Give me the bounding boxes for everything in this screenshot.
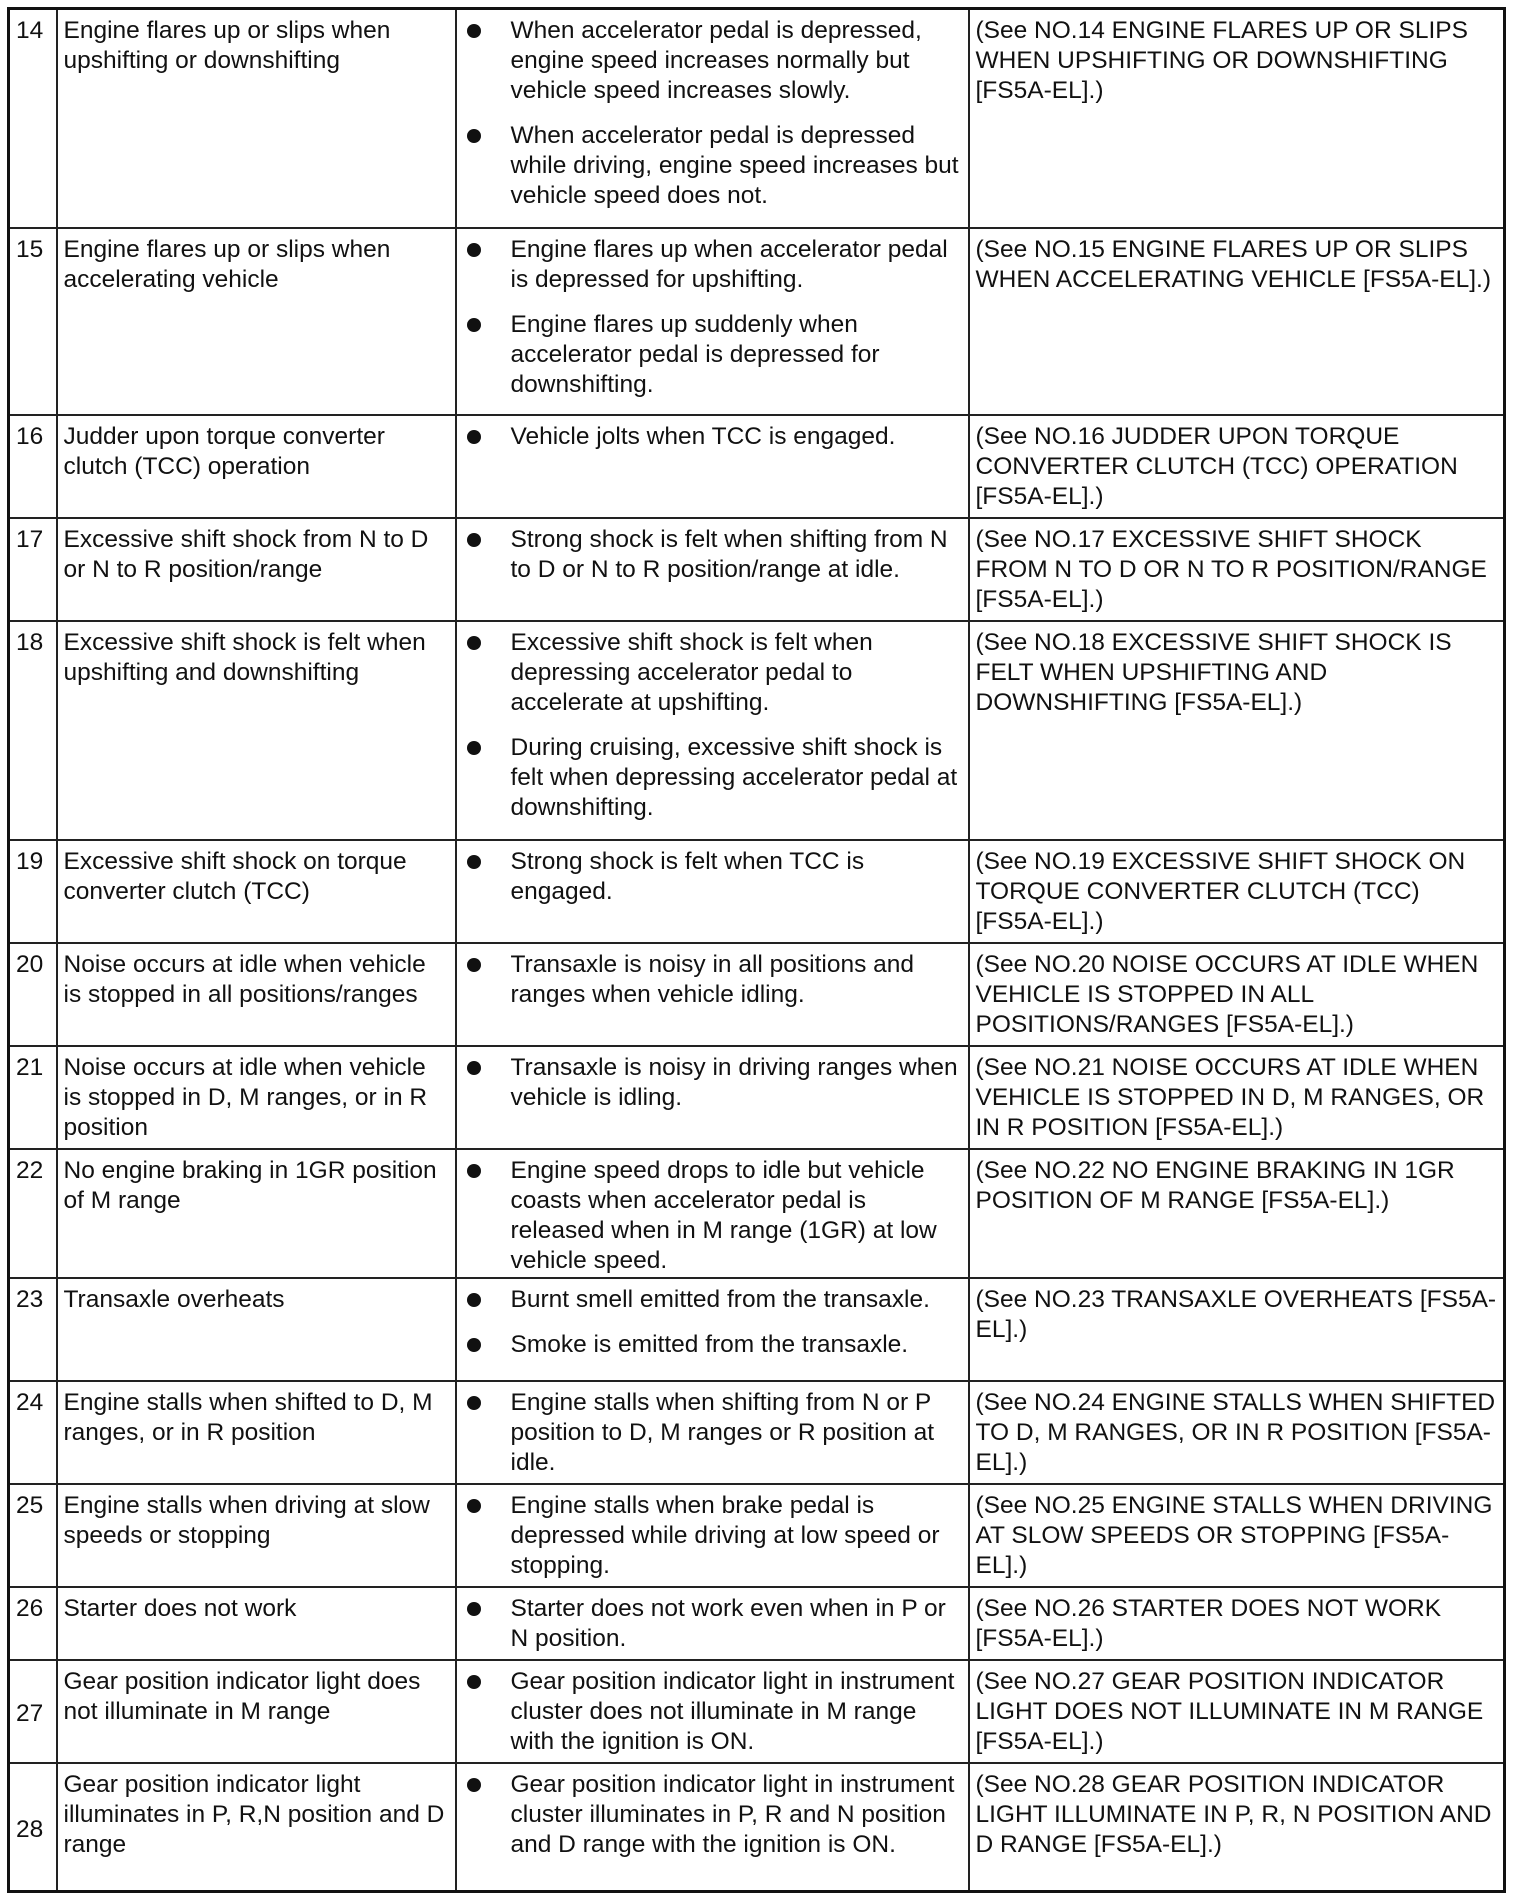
row-number: 20 — [9, 943, 57, 1046]
reference-link[interactable]: (See NO.19 EXCESSIVE SHIFT SHOCK ON TORQUE CONVERTER CLUTCH (TCC) [FS5A-EL].) — [969, 840, 1505, 943]
bullet-dot-icon — [467, 1602, 481, 1616]
table-row — [9, 228, 1505, 415]
row-number: 25 — [9, 1484, 57, 1587]
condition-item — [463, 1667, 962, 1757]
bullet-dot-icon — [467, 318, 481, 332]
row-number: 21 — [9, 1046, 57, 1149]
reference-link[interactable]: (See NO.25 ENGINE STALLS WHEN DRIVING AT SLOW SPEEDS OR STOPPING [FS5A-EL].) — [969, 1484, 1505, 1587]
reference-link[interactable]: (See NO.26 STARTER DOES NOT WORK [FS5A-EL].) — [969, 1587, 1505, 1660]
condition-cell — [456, 415, 969, 518]
symptom-cell: Excessive shift shock is felt when upshifting and downshifting — [57, 621, 456, 840]
symptom-cell: Engine flares up or slips when accelerating vehicle — [57, 228, 456, 415]
symptom-cell: Gear position indicator light does not illuminate in M range — [57, 1660, 456, 1763]
bullet-dot-icon — [467, 1293, 481, 1307]
symptom-cell: Engine stalls when shifted to D, M ranges, or in R position — [57, 1381, 456, 1484]
condition-text: Burnt smell emitted from the transaxle. — [510, 1285, 930, 1313]
bullet-dot-icon — [467, 430, 481, 444]
bullet-dot-icon — [467, 741, 481, 755]
condition-text: During cruising, excessive shift shock is felt when depressing accelerator pedal at downshifting. — [510, 733, 958, 821]
table-row — [9, 1149, 1505, 1278]
condition-item — [463, 847, 962, 907]
condition-cell — [456, 1660, 969, 1763]
reference-link[interactable]: (See NO.23 TRANSAXLE OVERHEATS [FS5A-EL].) — [969, 1278, 1505, 1381]
row-number: 19 — [9, 840, 57, 943]
bullet-dot-icon — [467, 636, 481, 650]
symptom-cell: No engine braking in 1GR position of M range — [57, 1149, 456, 1278]
row-number: 16 — [9, 415, 57, 518]
condition-text: Engine stalls when shifting from N or P position to D, M ranges or R position at idle. — [510, 1388, 935, 1476]
row-number: 17 — [9, 518, 57, 621]
condition-item — [463, 235, 962, 295]
condition-item — [463, 1330, 962, 1360]
reference-link[interactable]: (See NO.21 NOISE OCCURS AT IDLE WHEN VEHICLE IS STOPPED IN D, M RANGES, OR IN R POSITION [FS5A-EL].) — [969, 1046, 1505, 1149]
row-number: 15 — [9, 228, 57, 415]
symptom-cell: Engine stalls when driving at slow speeds or stopping — [57, 1484, 456, 1587]
symptom-cell: Gear position indicator light illuminates in P, R,N position and D range — [57, 1763, 456, 1892]
row-number: 28 — [9, 1763, 57, 1892]
symptom-cell: Noise occurs at idle when vehicle is stopped in all positions/ranges — [57, 943, 456, 1046]
condition-item — [463, 1491, 962, 1581]
condition-text: Gear position indicator light in instrument cluster illuminates in P, R and N position and D range with the ignition is ON. — [510, 1770, 955, 1858]
reference-link[interactable]: (See NO.18 EXCESSIVE SHIFT SHOCK IS FELT WHEN UPSHIFTING AND DOWNSHIFTING [FS5A-EL].) — [969, 621, 1505, 840]
bullet-dot-icon — [467, 243, 481, 257]
table-row — [9, 1046, 1505, 1149]
row-number: 27 — [9, 1660, 57, 1763]
bullet-dot-icon — [467, 1675, 481, 1689]
table-row — [9, 943, 1505, 1046]
condition-cell — [456, 518, 969, 621]
condition-text: Engine flares up when accelerator pedal is depressed for upshifting. — [510, 235, 948, 293]
condition-cell — [456, 1278, 969, 1381]
bullet-dot-icon — [467, 533, 481, 547]
table-row — [9, 1763, 1505, 1892]
condition-item — [463, 628, 962, 718]
condition-item — [463, 950, 962, 1010]
condition-text: Engine speed drops to idle but vehicle coasts when accelerator pedal is released when in M range (1GR) at low vehicle speed. — [510, 1156, 937, 1274]
condition-item — [463, 1156, 962, 1276]
condition-text: Starter does not work even when in P or N position. — [510, 1594, 946, 1652]
condition-cell — [456, 1587, 969, 1660]
condition-text: Transaxle is noisy in driving ranges when vehicle is idling. — [510, 1053, 958, 1111]
symptom-cell: Excessive shift shock from N to D or N to R position/range — [57, 518, 456, 621]
reference-link[interactable]: (See NO.16 JUDDER UPON TORQUE CONVERTER CLUTCH (TCC) OPERATION [FS5A-EL].) — [969, 415, 1505, 518]
bullet-dot-icon — [467, 1396, 481, 1410]
condition-cell — [456, 9, 969, 228]
condition-cell — [456, 1484, 969, 1587]
reference-link[interactable]: (See NO.17 EXCESSIVE SHIFT SHOCK FROM N TO D OR N TO R POSITION/RANGE [FS5A-EL].) — [969, 518, 1505, 621]
condition-item — [463, 1285, 962, 1315]
reference-link[interactable]: (See NO.22 NO ENGINE BRAKING IN 1GR POSITION OF M RANGE [FS5A-EL].) — [969, 1149, 1505, 1278]
symptom-cell: Excessive shift shock on torque converter clutch (TCC) — [57, 840, 456, 943]
reference-link[interactable]: (See NO.28 GEAR POSITION INDICATOR LIGHT ILLUMINATE IN P, R, N POSITION AND D RANGE [FS5A-EL].) — [969, 1763, 1505, 1892]
bullet-dot-icon — [467, 1338, 481, 1352]
table-row — [9, 9, 1505, 228]
symptom-cell: Judder upon torque converter clutch (TCC) operation — [57, 415, 456, 518]
table-row — [9, 1381, 1505, 1484]
table-row — [9, 1660, 1505, 1763]
row-number: 24 — [9, 1381, 57, 1484]
table-row — [9, 1587, 1505, 1660]
row-number: 14 — [9, 9, 57, 228]
bullet-dot-icon — [467, 958, 481, 972]
condition-cell — [456, 943, 969, 1046]
symptom-cell: Engine flares up or slips when upshifting or downshifting — [57, 9, 456, 228]
condition-item — [463, 16, 962, 106]
row-number: 26 — [9, 1587, 57, 1660]
condition-cell — [456, 1149, 969, 1278]
bullet-dot-icon — [467, 1061, 481, 1075]
troubleshooting-table-body — [9, 9, 1505, 1892]
row-number: 23 — [9, 1278, 57, 1381]
condition-item — [463, 1594, 962, 1654]
condition-text: When accelerator pedal is depressed while driving, engine speed increases but vehicle speed does not. — [510, 122, 959, 209]
symptom-cell: Starter does not work — [57, 1587, 456, 1660]
bullet-dot-icon — [467, 129, 481, 143]
reference-link[interactable]: (See NO.20 NOISE OCCURS AT IDLE WHEN VEHICLE IS STOPPED IN ALL POSITIONS/RANGES [FS5A-EL].) — [969, 943, 1505, 1046]
symptom-cell: Transaxle overheats — [57, 1278, 456, 1381]
condition-item — [463, 733, 962, 823]
condition-cell — [456, 1046, 969, 1149]
condition-text: Gear position indicator light in instrument cluster does not illuminate in M range with the ignition is ON. — [510, 1667, 955, 1755]
condition-item — [463, 422, 962, 452]
condition-item — [463, 310, 962, 400]
condition-text: Engine flares up suddenly when accelerator pedal is depressed for downshifting. — [510, 310, 880, 398]
table-row — [9, 415, 1505, 518]
condition-text: Smoke is emitted from the transaxle. — [510, 1330, 909, 1358]
condition-text: Excessive shift shock is felt when depressing accelerator pedal to accelerate at upshifting. — [510, 628, 873, 716]
bullet-dot-icon — [467, 1499, 481, 1513]
condition-item — [463, 1770, 962, 1860]
condition-text: When accelerator pedal is depressed, engine speed increases normally but vehicle speed increases slowly. — [510, 17, 922, 104]
symptom-cell: Noise occurs at idle when vehicle is stopped in D, M ranges, or in R position — [57, 1046, 456, 1149]
condition-cell — [456, 621, 969, 840]
bullet-dot-icon — [467, 1164, 481, 1178]
bullet-dot-icon — [467, 1778, 481, 1792]
reference-link[interactable]: (See NO.15 ENGINE FLARES UP OR SLIPS WHEN ACCELERATING VEHICLE [FS5A-EL].) — [969, 228, 1505, 415]
condition-text: Strong shock is felt when TCC is engaged. — [510, 847, 865, 905]
condition-item — [463, 525, 962, 585]
condition-cell — [456, 1763, 969, 1892]
table-row — [9, 1484, 1505, 1587]
reference-link[interactable]: (See NO.24 ENGINE STALLS WHEN SHIFTED TO D, M RANGES, OR IN R POSITION [FS5A-EL].) — [969, 1381, 1505, 1484]
reference-link[interactable]: (See NO.27 GEAR POSITION INDICATOR LIGHT DOES NOT ILLUMINATE IN M RANGE [FS5A-EL].) — [969, 1660, 1505, 1763]
condition-text: Vehicle jolts when TCC is engaged. — [510, 422, 896, 450]
row-number: 18 — [9, 621, 57, 840]
condition-item — [463, 1053, 962, 1113]
table-row — [9, 840, 1505, 943]
table-row — [9, 1278, 1505, 1381]
condition-item — [463, 121, 962, 211]
troubleshooting-table — [7, 7, 1506, 1893]
table-row — [9, 518, 1505, 621]
row-number: 22 — [9, 1149, 57, 1278]
condition-text: Engine stalls when brake pedal is depressed while driving at low speed or stopping. — [510, 1491, 940, 1579]
condition-cell — [456, 228, 969, 415]
condition-text: Transaxle is noisy in all positions and ranges when vehicle idling. — [510, 950, 915, 1008]
condition-text: Strong shock is felt when shifting from N to D or N to R position/range at idle. — [510, 525, 948, 583]
condition-cell — [456, 840, 969, 943]
condition-item — [463, 1388, 962, 1478]
condition-cell — [456, 1381, 969, 1484]
bullet-dot-icon — [467, 855, 481, 869]
bullet-dot-icon — [467, 24, 481, 38]
table-row — [9, 621, 1505, 840]
reference-link[interactable]: (See NO.14 ENGINE FLARES UP OR SLIPS WHEN UPSHIFTING OR DOWNSHIFTING [FS5A-EL].) — [969, 9, 1505, 228]
